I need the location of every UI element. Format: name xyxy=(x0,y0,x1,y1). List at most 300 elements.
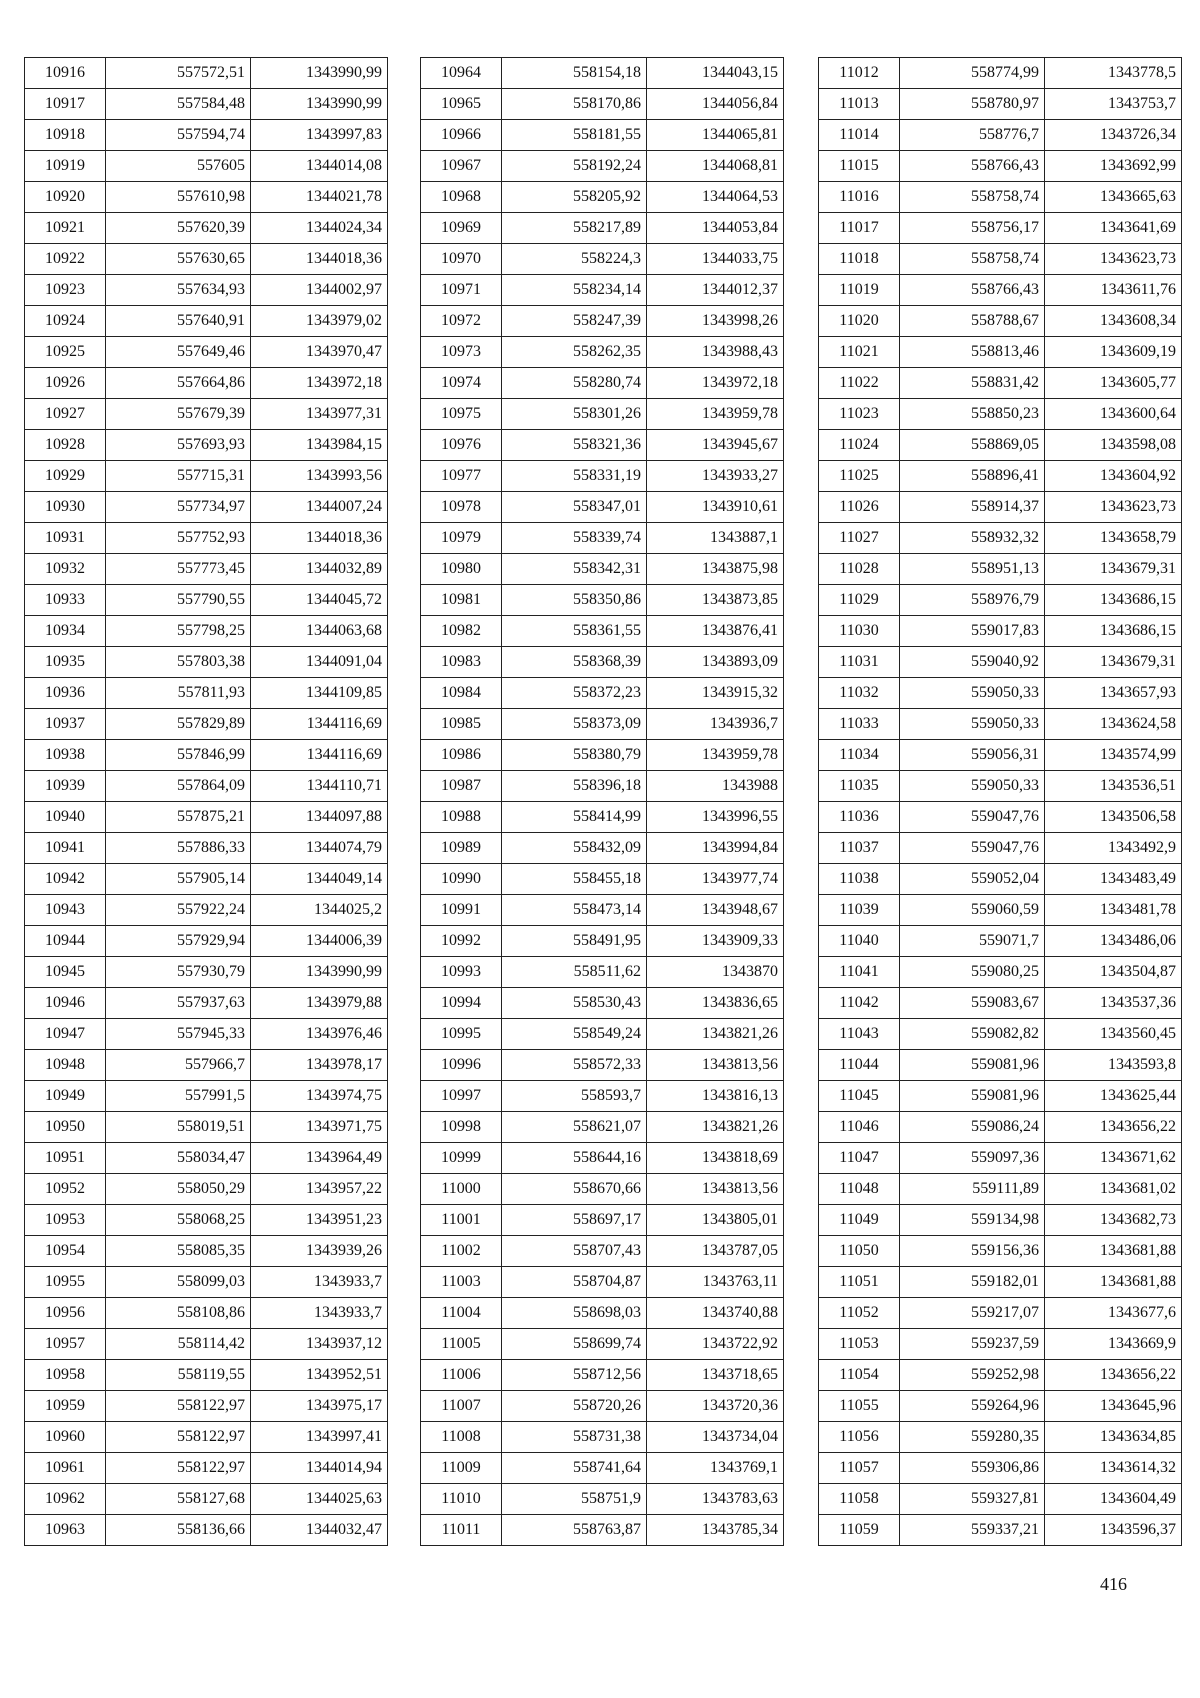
table-row xyxy=(421,1081,784,1112)
table-row xyxy=(421,151,784,182)
y-coordinate-cell: 1343994,84 xyxy=(647,833,784,864)
x-coordinate-cell: 559052,04 xyxy=(900,864,1045,895)
point-number-cell: 10953 xyxy=(25,1205,106,1236)
table-row xyxy=(421,368,784,399)
x-coordinate-cell: 557605 xyxy=(106,151,251,182)
table-row xyxy=(25,89,388,120)
y-coordinate-cell: 1344012,37 xyxy=(647,275,784,306)
y-coordinate-cell: 1343951,23 xyxy=(251,1205,388,1236)
y-coordinate-cell: 1343933,7 xyxy=(251,1298,388,1329)
point-number-cell: 11042 xyxy=(819,988,900,1019)
point-number-cell: 11056 xyxy=(819,1422,900,1453)
table-row xyxy=(421,833,784,864)
y-coordinate-cell: 1343492,9 xyxy=(1045,833,1182,864)
point-number-cell: 11054 xyxy=(819,1360,900,1391)
y-coordinate-cell: 1343990,99 xyxy=(251,957,388,988)
table-row xyxy=(819,740,1182,771)
point-number-cell: 11036 xyxy=(819,802,900,833)
table-row xyxy=(819,926,1182,957)
y-coordinate-cell: 1344064,53 xyxy=(647,182,784,213)
y-coordinate-cell: 1343870 xyxy=(647,957,784,988)
table-row xyxy=(421,89,784,120)
point-number-cell: 10979 xyxy=(421,523,502,554)
y-coordinate-cell: 1343978,17 xyxy=(251,1050,388,1081)
x-coordinate-cell: 558262,35 xyxy=(502,337,647,368)
table-row xyxy=(25,182,388,213)
y-coordinate-cell: 1344065,81 xyxy=(647,120,784,151)
table-row xyxy=(819,864,1182,895)
table-row xyxy=(819,368,1182,399)
point-number-cell: 10975 xyxy=(421,399,502,430)
point-number-cell: 10947 xyxy=(25,1019,106,1050)
table-row xyxy=(421,988,784,1019)
y-coordinate-cell: 1344091,04 xyxy=(251,647,388,678)
y-coordinate-cell: 1343979,02 xyxy=(251,306,388,337)
table-row xyxy=(25,1050,388,1081)
table-row xyxy=(421,1267,784,1298)
y-coordinate-cell: 1344063,68 xyxy=(251,616,388,647)
point-number-cell: 10946 xyxy=(25,988,106,1019)
x-coordinate-cell: 558758,74 xyxy=(900,182,1045,213)
x-coordinate-cell: 558751,9 xyxy=(502,1484,647,1515)
y-coordinate-cell: 1343605,77 xyxy=(1045,368,1182,399)
point-number-cell: 11005 xyxy=(421,1329,502,1360)
point-number-cell: 10996 xyxy=(421,1050,502,1081)
x-coordinate-cell: 558951,13 xyxy=(900,554,1045,585)
x-coordinate-cell: 557634,93 xyxy=(106,275,251,306)
table-row xyxy=(819,461,1182,492)
x-coordinate-cell: 557664,86 xyxy=(106,368,251,399)
table-row xyxy=(421,554,784,585)
x-coordinate-cell: 557679,39 xyxy=(106,399,251,430)
x-coordinate-cell: 558019,51 xyxy=(106,1112,251,1143)
table-row xyxy=(819,213,1182,244)
point-number-cell: 11020 xyxy=(819,306,900,337)
table-row xyxy=(819,1236,1182,1267)
table-row xyxy=(25,151,388,182)
y-coordinate-cell: 1343813,56 xyxy=(647,1050,784,1081)
point-number-cell: 10918 xyxy=(25,120,106,151)
point-number-cell: 11050 xyxy=(819,1236,900,1267)
table-row xyxy=(25,1174,388,1205)
point-number-cell: 11023 xyxy=(819,399,900,430)
x-coordinate-cell: 558720,26 xyxy=(502,1391,647,1422)
x-coordinate-cell: 557991,5 xyxy=(106,1081,251,1112)
x-coordinate-cell: 557773,45 xyxy=(106,554,251,585)
x-coordinate-cell: 558712,56 xyxy=(502,1360,647,1391)
x-coordinate-cell: 557905,14 xyxy=(106,864,251,895)
x-coordinate-cell: 559056,31 xyxy=(900,740,1045,771)
y-coordinate-cell: 1344110,71 xyxy=(251,771,388,802)
table-row xyxy=(25,1391,388,1422)
point-number-cell: 10988 xyxy=(421,802,502,833)
x-coordinate-cell: 557886,33 xyxy=(106,833,251,864)
table-row xyxy=(25,523,388,554)
point-number-cell: 10960 xyxy=(25,1422,106,1453)
y-coordinate-cell: 1343608,34 xyxy=(1045,306,1182,337)
x-coordinate-cell: 559337,21 xyxy=(900,1515,1045,1546)
y-coordinate-cell: 1343988,43 xyxy=(647,337,784,368)
y-coordinate-cell: 1343873,85 xyxy=(647,585,784,616)
y-coordinate-cell: 1343952,51 xyxy=(251,1360,388,1391)
table-row xyxy=(819,709,1182,740)
table-row xyxy=(819,492,1182,523)
y-coordinate-cell: 1343686,15 xyxy=(1045,616,1182,647)
y-coordinate-cell: 1343720,36 xyxy=(647,1391,784,1422)
y-coordinate-cell: 1343656,22 xyxy=(1045,1360,1182,1391)
table-row xyxy=(819,1391,1182,1422)
point-number-cell: 10926 xyxy=(25,368,106,399)
table-row xyxy=(421,492,784,523)
table-row xyxy=(25,802,388,833)
x-coordinate-cell: 557929,94 xyxy=(106,926,251,957)
y-coordinate-cell: 1343813,56 xyxy=(647,1174,784,1205)
table-row xyxy=(25,1236,388,1267)
point-number-cell: 10986 xyxy=(421,740,502,771)
point-number-cell: 10992 xyxy=(421,926,502,957)
point-number-cell: 11025 xyxy=(819,461,900,492)
point-number-cell: 10970 xyxy=(421,244,502,275)
point-number-cell: 10985 xyxy=(421,709,502,740)
table-row xyxy=(819,1205,1182,1236)
point-number-cell: 10989 xyxy=(421,833,502,864)
point-number-cell: 10937 xyxy=(25,709,106,740)
point-number-cell: 10922 xyxy=(25,244,106,275)
y-coordinate-cell: 1343609,19 xyxy=(1045,337,1182,368)
point-number-cell: 10919 xyxy=(25,151,106,182)
table-row xyxy=(25,430,388,461)
table-row xyxy=(421,306,784,337)
point-number-cell: 11053 xyxy=(819,1329,900,1360)
y-coordinate-cell: 1343936,7 xyxy=(647,709,784,740)
table-row xyxy=(819,244,1182,275)
table-row xyxy=(421,523,784,554)
x-coordinate-cell: 558432,09 xyxy=(502,833,647,864)
x-coordinate-cell: 557798,25 xyxy=(106,616,251,647)
table-row xyxy=(421,647,784,678)
table-row xyxy=(25,1422,388,1453)
point-number-cell: 11017 xyxy=(819,213,900,244)
point-number-cell: 10969 xyxy=(421,213,502,244)
table-row xyxy=(25,1360,388,1391)
table-row xyxy=(421,244,784,275)
point-number-cell: 10998 xyxy=(421,1112,502,1143)
x-coordinate-cell: 557693,93 xyxy=(106,430,251,461)
point-number-cell: 10924 xyxy=(25,306,106,337)
x-coordinate-cell: 559080,25 xyxy=(900,957,1045,988)
table-row xyxy=(819,957,1182,988)
x-coordinate-cell: 558380,79 xyxy=(502,740,647,771)
point-number-cell: 10987 xyxy=(421,771,502,802)
point-number-cell: 10983 xyxy=(421,647,502,678)
table-row xyxy=(25,554,388,585)
x-coordinate-cell: 558896,41 xyxy=(900,461,1045,492)
point-number-cell: 11045 xyxy=(819,1081,900,1112)
y-coordinate-cell: 1344074,79 xyxy=(251,833,388,864)
point-number-cell: 10952 xyxy=(25,1174,106,1205)
y-coordinate-cell: 1343658,79 xyxy=(1045,523,1182,554)
table-row xyxy=(25,709,388,740)
y-coordinate-cell: 1343574,99 xyxy=(1045,740,1182,771)
point-number-cell: 10976 xyxy=(421,430,502,461)
point-number-cell: 10916 xyxy=(25,58,106,89)
point-number-cell: 10932 xyxy=(25,554,106,585)
table-row xyxy=(819,430,1182,461)
table-row xyxy=(421,337,784,368)
table-row xyxy=(421,1019,784,1050)
point-number-cell: 11007 xyxy=(421,1391,502,1422)
point-number-cell: 11009 xyxy=(421,1453,502,1484)
y-coordinate-cell: 1343972,18 xyxy=(251,368,388,399)
x-coordinate-cell: 557803,38 xyxy=(106,647,251,678)
table-row xyxy=(421,957,784,988)
x-coordinate-cell: 559081,96 xyxy=(900,1081,1045,1112)
point-number-cell: 10954 xyxy=(25,1236,106,1267)
y-coordinate-cell: 1343596,37 xyxy=(1045,1515,1182,1546)
point-number-cell: 10939 xyxy=(25,771,106,802)
table-row xyxy=(25,244,388,275)
x-coordinate-cell: 557640,91 xyxy=(106,306,251,337)
point-number-cell: 11026 xyxy=(819,492,900,523)
y-coordinate-cell: 1343634,85 xyxy=(1045,1422,1182,1453)
point-number-cell: 10982 xyxy=(421,616,502,647)
table-row xyxy=(819,399,1182,430)
table-row xyxy=(25,1267,388,1298)
point-number-cell: 10921 xyxy=(25,213,106,244)
table-row xyxy=(421,213,784,244)
table-row xyxy=(421,58,784,89)
point-number-cell: 10920 xyxy=(25,182,106,213)
table-row xyxy=(819,182,1182,213)
y-coordinate-cell: 1344053,84 xyxy=(647,213,784,244)
point-number-cell: 11014 xyxy=(819,120,900,151)
y-coordinate-cell: 1343560,45 xyxy=(1045,1019,1182,1050)
x-coordinate-cell: 559280,35 xyxy=(900,1422,1045,1453)
point-number-cell: 10951 xyxy=(25,1143,106,1174)
x-coordinate-cell: 558455,18 xyxy=(502,864,647,895)
x-coordinate-cell: 558099,03 xyxy=(106,1267,251,1298)
y-coordinate-cell: 1343957,22 xyxy=(251,1174,388,1205)
coordinate-table-2 xyxy=(420,57,784,1546)
point-number-cell: 11048 xyxy=(819,1174,900,1205)
table-row xyxy=(421,1174,784,1205)
table-row xyxy=(25,306,388,337)
x-coordinate-cell: 559327,81 xyxy=(900,1484,1045,1515)
y-coordinate-cell: 1344032,47 xyxy=(251,1515,388,1546)
table-row xyxy=(421,1329,784,1360)
y-coordinate-cell: 1343972,18 xyxy=(647,368,784,399)
y-coordinate-cell: 1343753,7 xyxy=(1045,89,1182,120)
table-row xyxy=(421,275,784,306)
table-row xyxy=(25,1143,388,1174)
y-coordinate-cell: 1343611,76 xyxy=(1045,275,1182,306)
y-coordinate-cell: 1343959,78 xyxy=(647,399,784,430)
coordinate-table-1 xyxy=(24,57,388,1546)
point-number-cell: 10955 xyxy=(25,1267,106,1298)
table-row xyxy=(25,833,388,864)
point-number-cell: 10959 xyxy=(25,1391,106,1422)
y-coordinate-cell: 1343506,58 xyxy=(1045,802,1182,833)
point-number-cell: 10961 xyxy=(25,1453,106,1484)
table-row xyxy=(819,895,1182,926)
table-row xyxy=(421,1453,784,1484)
x-coordinate-cell: 559081,96 xyxy=(900,1050,1045,1081)
point-number-cell: 11000 xyxy=(421,1174,502,1205)
y-coordinate-cell: 1344109,85 xyxy=(251,678,388,709)
y-coordinate-cell: 1343945,67 xyxy=(647,430,784,461)
y-coordinate-cell: 1343593,8 xyxy=(1045,1050,1182,1081)
x-coordinate-cell: 558350,86 xyxy=(502,585,647,616)
x-coordinate-cell: 559156,36 xyxy=(900,1236,1045,1267)
table-row xyxy=(819,337,1182,368)
point-number-cell: 10936 xyxy=(25,678,106,709)
y-coordinate-cell: 1343887,1 xyxy=(647,523,784,554)
point-number-cell: 11029 xyxy=(819,585,900,616)
table-row xyxy=(421,926,784,957)
table-row xyxy=(421,1515,784,1546)
x-coordinate-cell: 557620,39 xyxy=(106,213,251,244)
point-number-cell: 11011 xyxy=(421,1515,502,1546)
table-row xyxy=(819,554,1182,585)
y-coordinate-cell: 1343959,78 xyxy=(647,740,784,771)
point-number-cell: 10938 xyxy=(25,740,106,771)
y-coordinate-cell: 1343604,92 xyxy=(1045,461,1182,492)
y-coordinate-cell: 1343722,92 xyxy=(647,1329,784,1360)
point-number-cell: 10981 xyxy=(421,585,502,616)
x-coordinate-cell: 558373,09 xyxy=(502,709,647,740)
y-coordinate-cell: 1343778,5 xyxy=(1045,58,1182,89)
x-coordinate-cell: 558361,55 xyxy=(502,616,647,647)
point-number-cell: 11052 xyxy=(819,1298,900,1329)
y-coordinate-cell: 1343623,73 xyxy=(1045,492,1182,523)
table-row xyxy=(25,1019,388,1050)
point-number-cell: 10943 xyxy=(25,895,106,926)
point-number-cell: 11024 xyxy=(819,430,900,461)
point-number-cell: 11003 xyxy=(421,1267,502,1298)
y-coordinate-cell: 1343818,69 xyxy=(647,1143,784,1174)
point-number-cell: 10999 xyxy=(421,1143,502,1174)
x-coordinate-cell: 559082,82 xyxy=(900,1019,1045,1050)
y-coordinate-cell: 1343893,09 xyxy=(647,647,784,678)
y-coordinate-cell: 1343483,49 xyxy=(1045,864,1182,895)
y-coordinate-cell: 1343990,99 xyxy=(251,89,388,120)
y-coordinate-cell: 1343939,26 xyxy=(251,1236,388,1267)
table-row xyxy=(819,306,1182,337)
table-row xyxy=(25,337,388,368)
x-coordinate-cell: 558342,31 xyxy=(502,554,647,585)
x-coordinate-cell: 558780,97 xyxy=(900,89,1045,120)
table-row xyxy=(819,58,1182,89)
point-number-cell: 10993 xyxy=(421,957,502,988)
table-row xyxy=(25,368,388,399)
x-coordinate-cell: 558766,43 xyxy=(900,275,1045,306)
x-coordinate-cell: 558741,64 xyxy=(502,1453,647,1484)
table-row xyxy=(819,616,1182,647)
point-number-cell: 10950 xyxy=(25,1112,106,1143)
x-coordinate-cell: 557594,74 xyxy=(106,120,251,151)
point-number-cell: 10968 xyxy=(421,182,502,213)
table-row xyxy=(421,120,784,151)
x-coordinate-cell: 558396,18 xyxy=(502,771,647,802)
x-coordinate-cell: 559217,07 xyxy=(900,1298,1045,1329)
table-row xyxy=(421,1050,784,1081)
x-coordinate-cell: 559306,86 xyxy=(900,1453,1045,1484)
point-number-cell: 11037 xyxy=(819,833,900,864)
y-coordinate-cell: 1344068,81 xyxy=(647,151,784,182)
x-coordinate-cell: 557966,7 xyxy=(106,1050,251,1081)
point-number-cell: 11055 xyxy=(819,1391,900,1422)
x-coordinate-cell: 558114,42 xyxy=(106,1329,251,1360)
y-coordinate-cell: 1343665,63 xyxy=(1045,182,1182,213)
point-number-cell: 11008 xyxy=(421,1422,502,1453)
x-coordinate-cell: 559086,24 xyxy=(900,1112,1045,1143)
y-coordinate-cell: 1344014,08 xyxy=(251,151,388,182)
table-row xyxy=(421,1205,784,1236)
point-number-cell: 11034 xyxy=(819,740,900,771)
point-number-cell: 10927 xyxy=(25,399,106,430)
y-coordinate-cell: 1343979,88 xyxy=(251,988,388,1019)
x-coordinate-cell: 558473,14 xyxy=(502,895,647,926)
point-number-cell: 10929 xyxy=(25,461,106,492)
x-coordinate-cell: 559060,59 xyxy=(900,895,1045,926)
x-coordinate-cell: 557846,99 xyxy=(106,740,251,771)
x-coordinate-cell: 558511,62 xyxy=(502,957,647,988)
y-coordinate-cell: 1343669,9 xyxy=(1045,1329,1182,1360)
x-coordinate-cell: 558301,26 xyxy=(502,399,647,430)
point-number-cell: 10984 xyxy=(421,678,502,709)
x-coordinate-cell: 559252,98 xyxy=(900,1360,1045,1391)
table-row xyxy=(421,585,784,616)
x-coordinate-cell: 558217,89 xyxy=(502,213,647,244)
table-row xyxy=(819,151,1182,182)
y-coordinate-cell: 1343836,65 xyxy=(647,988,784,1019)
y-coordinate-cell: 1344116,69 xyxy=(251,740,388,771)
point-number-cell: 10917 xyxy=(25,89,106,120)
x-coordinate-cell: 557945,33 xyxy=(106,1019,251,1050)
x-coordinate-cell: 557584,48 xyxy=(106,89,251,120)
y-coordinate-cell: 1343614,32 xyxy=(1045,1453,1182,1484)
table-row xyxy=(819,1298,1182,1329)
y-coordinate-cell: 1343964,49 xyxy=(251,1143,388,1174)
x-coordinate-cell: 559047,76 xyxy=(900,802,1045,833)
x-coordinate-cell: 557937,63 xyxy=(106,988,251,1019)
x-coordinate-cell: 558136,66 xyxy=(106,1515,251,1546)
point-number-cell: 11047 xyxy=(819,1143,900,1174)
table-row xyxy=(25,1515,388,1546)
table-row xyxy=(25,492,388,523)
table-row xyxy=(819,678,1182,709)
x-coordinate-cell: 559050,33 xyxy=(900,771,1045,802)
y-coordinate-cell: 1343988 xyxy=(647,771,784,802)
table-row xyxy=(25,1329,388,1360)
x-coordinate-cell: 557572,51 xyxy=(106,58,251,89)
x-coordinate-cell: 558224,3 xyxy=(502,244,647,275)
table-row xyxy=(819,988,1182,1019)
y-coordinate-cell: 1343536,51 xyxy=(1045,771,1182,802)
x-coordinate-cell: 558932,32 xyxy=(900,523,1045,554)
point-number-cell: 10962 xyxy=(25,1484,106,1515)
table-row xyxy=(819,1484,1182,1515)
x-coordinate-cell: 558549,24 xyxy=(502,1019,647,1050)
table-row xyxy=(25,58,388,89)
point-number-cell: 10997 xyxy=(421,1081,502,1112)
point-number-cell: 10990 xyxy=(421,864,502,895)
point-number-cell: 10941 xyxy=(25,833,106,864)
table-row xyxy=(819,1112,1182,1143)
y-coordinate-cell: 1344018,36 xyxy=(251,523,388,554)
table-row xyxy=(25,926,388,957)
point-number-cell: 11041 xyxy=(819,957,900,988)
